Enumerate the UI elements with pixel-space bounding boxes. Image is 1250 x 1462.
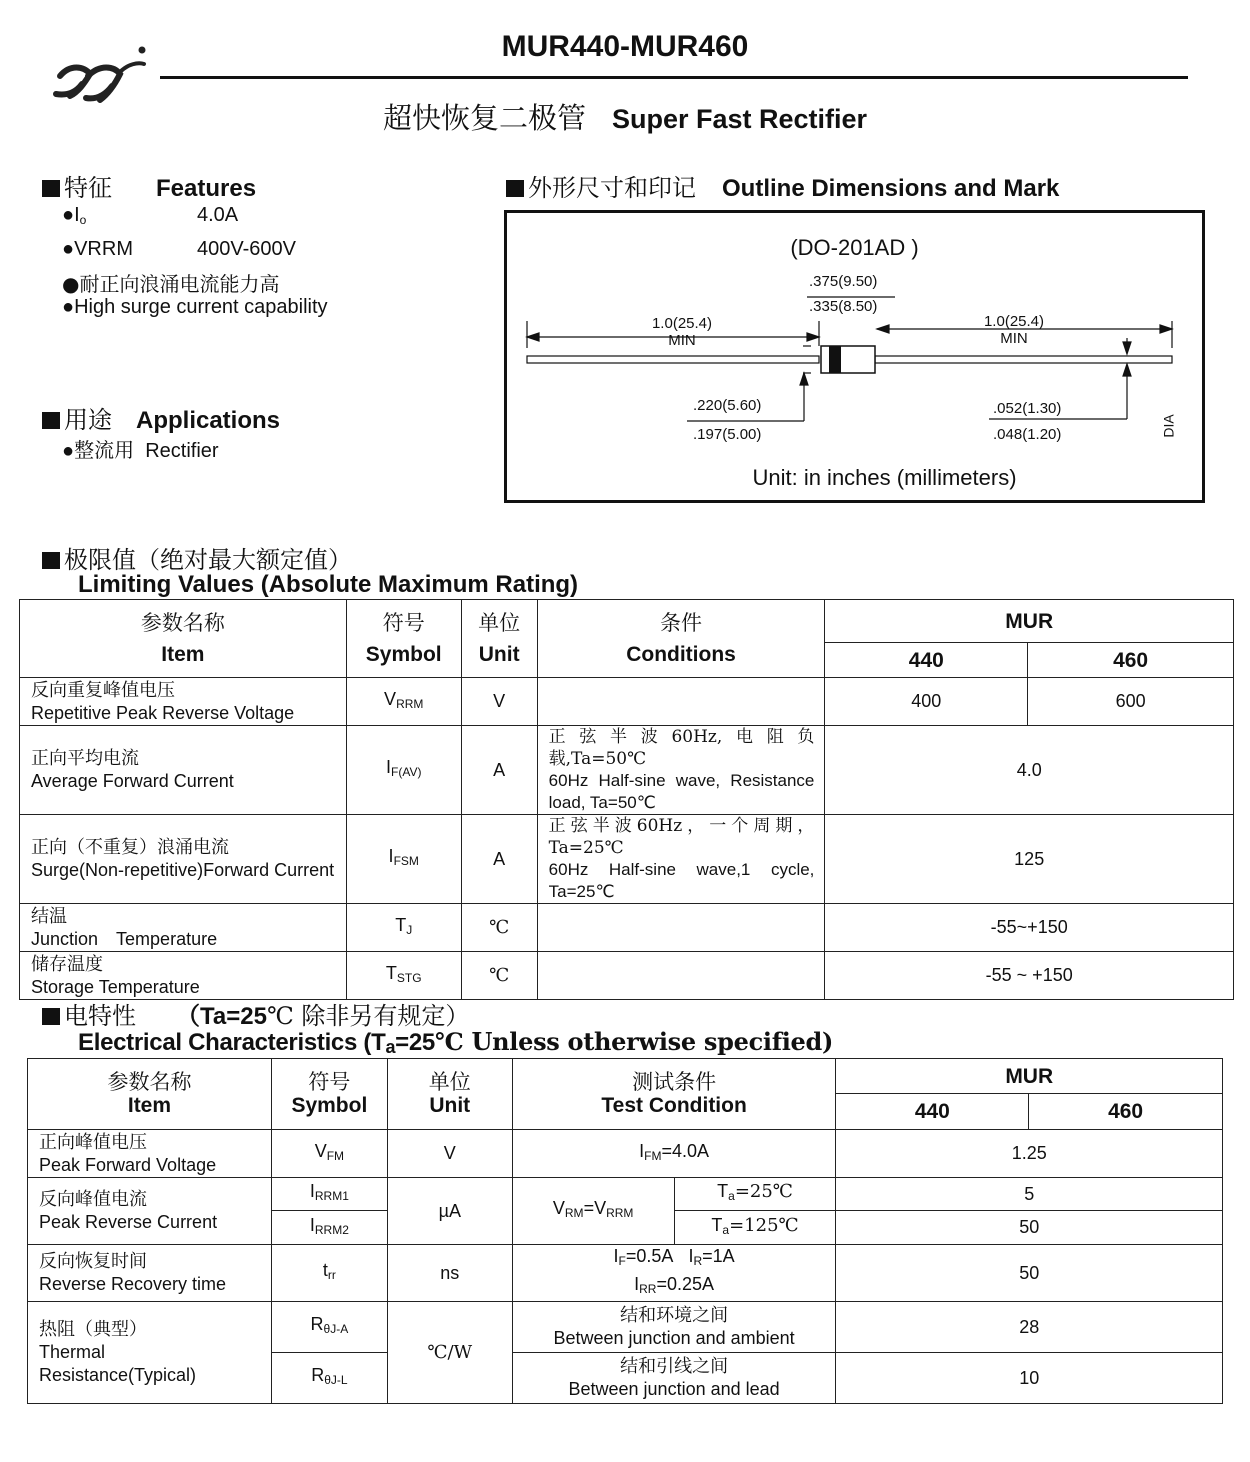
cond-v: V — [552, 1198, 565, 1218]
square-bullet-icon — [506, 180, 524, 197]
table-row — [20, 904, 1234, 952]
row-irrm-item — [28, 1178, 272, 1245]
hdr-item-cn: 参数名称 — [107, 1070, 192, 1094]
hdr-symbol-en: Symbol — [291, 1094, 368, 1117]
limits-table — [19, 599, 1234, 1000]
ta-a: T — [711, 1214, 723, 1235]
row-vfm-symbol — [271, 1130, 387, 1178]
dim-lead-dia-min: .048(1.20) — [993, 426, 1062, 443]
limits-heading-cn: 极限值（绝对最大额定值） — [64, 546, 352, 574]
item-en: Storage Temperature — [31, 976, 200, 997]
hdr-cond-cn: 条件 — [660, 610, 703, 635]
limits-header-440: 440 — [825, 643, 1028, 678]
row-ifav-unit: A — [461, 726, 537, 815]
hdr-unit-cn: 单位 — [478, 610, 521, 635]
item-cn: 反向峰值电流 — [39, 1189, 147, 1210]
item-cn: 反向恢复时间 — [39, 1251, 147, 1272]
dim-lead-right-min: MIN — [1000, 330, 1028, 347]
row-vfm-unit: V — [387, 1130, 512, 1178]
limits-heading-en: Limiting Values (Absolute Maximum Rating) — [78, 571, 579, 598]
row-trr-symbol — [271, 1245, 387, 1302]
hdr-item-cn: 参数名称 — [140, 610, 225, 635]
limits-heading — [42, 540, 352, 575]
cond-a: I — [639, 1140, 645, 1161]
cond-en: Between junction and ambient — [553, 1328, 795, 1348]
row-irrm1-value: 5 — [836, 1178, 1223, 1211]
limits-header-symbol — [346, 600, 461, 678]
row-vrrm-cond — [537, 678, 825, 726]
item-en: Peak Forward Voltage — [39, 1154, 217, 1175]
elec-heading-cn: 电特性 — [64, 1002, 136, 1030]
symbol-sub: θJ-L — [324, 1373, 348, 1387]
symbol: T — [395, 914, 407, 935]
row-ifsm-unit: A — [461, 815, 537, 904]
item-en: Surge(Non-repetitive)Forward Current — [31, 860, 335, 880]
table-row — [28, 1130, 1223, 1178]
ta-sub: a — [728, 1189, 735, 1203]
item-en: Junction Temperature — [31, 928, 218, 949]
feature-io: $●I_o$ 4.0A — [62, 204, 239, 227]
cond-irr-val: =0.25A — [656, 1274, 715, 1294]
cond-cn: 结和引线之间 — [620, 1356, 729, 1377]
item-en: Thermal Resistance(Typical) — [39, 1342, 197, 1385]
row-vrrm-symbol — [346, 678, 461, 726]
symbol: R — [311, 1365, 325, 1385]
ta-a: T — [717, 1181, 729, 1201]
feature-bullet-en-text: High surge current capability — [74, 296, 328, 318]
page-title: MUR440-MUR460 — [501, 30, 749, 63]
cond-irr: I — [634, 1274, 640, 1294]
table-row — [20, 815, 1234, 904]
dim-lead-right — [969, 313, 1059, 347]
outline-drawing-box — [504, 210, 1205, 503]
item-en: Peak Reverse Current — [39, 1212, 218, 1232]
elec-heading-cond-c: ℃ 除非另有规定） — [266, 1002, 470, 1030]
cathode-band — [829, 346, 841, 373]
item-en: Average Forward Current — [31, 771, 234, 791]
symbol-sub: F(AV) — [391, 765, 422, 779]
row-ifsm-cond — [537, 815, 825, 904]
feature-bullet-en: ●High surge current capability — [62, 296, 328, 318]
table-row — [20, 952, 1234, 1000]
row-trr-unit: ns — [387, 1245, 512, 1302]
feature-bullet-cn-text: 耐正向浪涌电流能力高 — [79, 272, 280, 296]
subtitle-cn: 超快恢复二极管 — [382, 101, 586, 135]
elec-header-460: 460 — [1029, 1094, 1223, 1130]
dim-body-length-min: .335(8.50) — [809, 298, 878, 315]
square-bullet-icon — [42, 180, 60, 197]
row-irrm2-value: 50 — [836, 1211, 1223, 1245]
cond-ir-val: =1A — [702, 1246, 735, 1266]
dim-lead-left-min: MIN — [668, 332, 696, 349]
symbol-sub: STG — [396, 970, 422, 985]
row-tstg-cond — [537, 952, 825, 1000]
cond-en: Between junction and lead — [568, 1379, 780, 1399]
symbol: I — [385, 757, 391, 777]
outline-heading — [506, 168, 1059, 203]
elec-heading-en-c: ℃ Unless otherwise specified) — [434, 1027, 834, 1056]
row-vfm-item — [28, 1130, 272, 1178]
symbol: V — [314, 1140, 327, 1161]
dim-body-length-max: .375(9.50) — [809, 273, 878, 290]
item-cn: 正向峰值电压 — [39, 1131, 147, 1153]
outline-heading-en: Outline Dimensions and Mark — [722, 175, 1060, 202]
symbol: I — [309, 1181, 315, 1201]
cond-v-sub: RM — [564, 1206, 584, 1220]
feature-bullet-cn: ●耐正向浪涌电流能力高 — [62, 272, 280, 296]
unit-note: Unit: in inches (millimeters) — [752, 465, 1017, 490]
row-rth2-cond — [512, 1353, 836, 1404]
application-item-cn: 整流用 — [74, 438, 135, 462]
applications-heading-en: Applications — [136, 407, 281, 434]
row-ifsm-item — [20, 815, 347, 904]
elec-heading-en-sub: a — [385, 1037, 396, 1057]
cond-ir: I — [688, 1246, 694, 1266]
table-row — [20, 678, 1234, 726]
ta-sub: a — [722, 1222, 730, 1237]
hdr-item-en: Item — [127, 1094, 172, 1117]
elec-header-item — [28, 1059, 272, 1130]
feature-io-value: 4.0A — [197, 204, 239, 226]
elec-heading-cond-b: （Ta=25 — [176, 1003, 267, 1030]
subtitle-en: Super Fast Rectifier — [611, 104, 868, 134]
elec-heading-en — [78, 1027, 833, 1058]
symbol-sub: FSM — [393, 854, 419, 868]
limits-header-unit — [461, 600, 537, 678]
row-vfm-cond — [512, 1130, 836, 1178]
title-rule — [160, 76, 1188, 79]
symbol: I — [309, 1214, 315, 1235]
cond-eq: =V — [583, 1198, 607, 1218]
elec-heading — [42, 996, 469, 1031]
elec-heading-en-a: Electrical Characteristics (T — [78, 1029, 386, 1056]
row-ifav-value: 4.0 — [825, 726, 1234, 815]
limits-header-mur: MUR — [825, 600, 1234, 643]
row-tstg-symbol — [346, 952, 461, 1000]
cond-v2-sub: RRM — [606, 1206, 634, 1220]
row-irrm1-ta — [674, 1178, 836, 1211]
dia-label: DIA — [1160, 414, 1177, 438]
item-cn: 结温 — [31, 905, 67, 927]
hdr-cond-cn: 测试条件 — [632, 1070, 717, 1094]
features-heading-en: Features — [156, 175, 257, 202]
dim-lead-left-value: 1.0(25.4) — [651, 315, 713, 332]
cond-if-sub: F — [618, 1254, 626, 1268]
row-rth-item — [28, 1302, 272, 1404]
row-ifsm-symbol — [346, 815, 461, 904]
hdr-item-en: Item — [161, 642, 205, 666]
table-row — [28, 1245, 1223, 1302]
elec-header-mur: MUR — [836, 1059, 1223, 1094]
row-ifav-symbol — [346, 726, 461, 815]
elec-header-unit — [387, 1059, 512, 1130]
limits-header-conditions — [537, 600, 825, 678]
row-vrrm-unit: V — [461, 678, 537, 726]
dim-lead-left — [637, 315, 727, 349]
elec-table — [27, 1058, 1223, 1404]
table-row — [28, 1178, 1223, 1211]
row-tj-cond — [537, 904, 825, 952]
row-irrm2-ta — [674, 1211, 836, 1245]
square-bullet-icon — [42, 552, 60, 569]
square-bullet-icon — [42, 412, 60, 429]
feature-vrrm-value: 400V-600V — [197, 238, 296, 260]
elec-header-440: 440 — [836, 1094, 1029, 1130]
symbol-sub: J — [406, 922, 413, 937]
cond-cn: 正弦半波60Hz,电阻负载,Ta=50℃ — [548, 727, 815, 769]
elec-header-condition — [512, 1059, 836, 1130]
hdr-unit-cn: 单位 — [428, 1070, 471, 1094]
row-tj-item — [20, 904, 347, 952]
row-tj-unit: ℃ — [461, 904, 537, 952]
application-item: ●整流用 Rectifier — [62, 438, 219, 462]
row-rth1-cond — [512, 1302, 836, 1353]
row-vrrm-440: 400 — [825, 678, 1028, 726]
row-tj-value: -55~+150 — [825, 904, 1234, 952]
row-vrrm-item — [20, 678, 347, 726]
symbol-sub: FM — [326, 1148, 345, 1163]
item-en: Repetitive Peak Reverse Voltage — [31, 702, 295, 723]
elec-header-row — [28, 1059, 1223, 1094]
symbol: T — [385, 962, 397, 983]
hdr-symbol-cn: 符号 — [382, 610, 425, 635]
item-cn: 反向重复峰值电压 — [31, 679, 175, 701]
hdr-symbol-cn: 符号 — [308, 1070, 351, 1094]
symbol-sub: rr — [327, 1268, 336, 1282]
symbol: I — [388, 846, 394, 866]
hdr-unit-en: Unit — [429, 1094, 471, 1117]
page-subtitle — [0, 96, 1250, 137]
row-tstg-value: -55 ~ +150 — [825, 952, 1234, 1000]
dim-body-dia-max: .220(5.60) — [693, 397, 762, 414]
table-row — [20, 726, 1234, 815]
row-rth2-value: 10 — [836, 1353, 1223, 1404]
item-cn: 正向（不重复）浪涌电流 — [31, 837, 229, 858]
row-trr-item — [28, 1245, 272, 1302]
row-tj-symbol — [346, 904, 461, 952]
feature-vrrm: ●VRRM 400V-600V — [62, 238, 296, 260]
symbol: t — [322, 1260, 328, 1280]
item-cn: 正向平均电流 — [31, 748, 139, 769]
hdr-symbol-en: Symbol — [365, 642, 442, 666]
features-heading — [42, 168, 256, 203]
row-trr-cond — [512, 1245, 836, 1302]
row-irrm-unit: µA — [387, 1178, 512, 1245]
feature-vrrm-label: VRRM — [74, 238, 133, 260]
row-irrm2-symbol — [271, 1211, 387, 1245]
row-ifsm-value: 125 — [825, 815, 1234, 904]
dim-body-dia-min: .197(5.00) — [693, 426, 762, 443]
square-bullet-icon — [42, 1008, 60, 1025]
cond-sub: FM — [644, 1148, 662, 1163]
row-ifav-item — [20, 726, 347, 815]
hdr-cond-en: Test Condition — [601, 1094, 747, 1117]
row-trr-value: 50 — [836, 1245, 1223, 1302]
applications-heading-cn: 用途 — [64, 406, 112, 434]
package-name: (DO-201AD ) — [790, 235, 919, 260]
cond-en: 60Hz Half-sine wave, Resistance load, Ta=50℃ — [548, 771, 815, 812]
feature-io-label: I — [74, 204, 80, 226]
row-vfm-value: 1.25 — [836, 1130, 1223, 1178]
row-tstg-unit: ℃ — [461, 952, 537, 1000]
row-vrrm-460: 600 — [1028, 678, 1234, 726]
symbol-sub: RRM1 — [314, 1189, 349, 1203]
ta-b: =125℃ — [729, 1214, 799, 1236]
cond-ir-sub: R — [693, 1254, 703, 1268]
row-rth2-symbol — [271, 1353, 387, 1404]
row-tstg-item — [20, 952, 347, 1000]
symbol: V — [384, 688, 397, 709]
cond-en: 60Hz Half-sine wave,1 cycle, Ta=25℃ — [548, 860, 815, 901]
item-cn: 储存温度 — [31, 953, 103, 975]
features-heading-cn: 特征 — [64, 174, 112, 202]
cond-cn: 结和环境之间 — [620, 1305, 729, 1326]
cond-irr-sub: RR — [639, 1282, 657, 1296]
outline-heading-cn: 外形尺寸和印记 — [528, 174, 696, 202]
limits-header-460: 460 — [1028, 643, 1234, 678]
elec-heading-en-b: =25 — [395, 1029, 435, 1056]
row-ifav-cond — [537, 726, 825, 815]
row-irrm1-symbol — [271, 1178, 387, 1211]
limits-header-row — [20, 600, 1234, 643]
item-cn: 热阻（典型） — [39, 1319, 147, 1340]
cond-if: I — [613, 1246, 619, 1266]
cond-if-val: =0.5A — [625, 1246, 674, 1266]
feature-io-sub: o — [79, 213, 87, 227]
row-rth-unit: ℃/W — [387, 1302, 512, 1404]
row-irrm-cond-v — [512, 1178, 674, 1245]
hdr-cond-en: Conditions — [626, 642, 736, 666]
limits-header-item — [20, 600, 347, 678]
application-item-en: Rectifier — [145, 440, 219, 462]
hdr-unit-en: Unit — [478, 642, 520, 666]
symbol-sub: RRM — [396, 696, 424, 711]
symbol: R — [310, 1314, 324, 1334]
row-rth1-symbol — [271, 1302, 387, 1353]
table-row — [28, 1302, 1223, 1353]
cond-b: =4.0A — [661, 1140, 710, 1161]
symbol-sub: RRM2 — [314, 1222, 349, 1237]
row-rth1-value: 28 — [836, 1302, 1223, 1353]
dim-lead-dia-max: .052(1.30) — [993, 400, 1062, 417]
elec-header-symbol — [271, 1059, 387, 1130]
applications-heading — [42, 400, 280, 435]
cond-cn: 正弦半波60Hz，一个周期，Ta=25℃ — [548, 816, 815, 858]
ta-b: =25℃ — [734, 1181, 793, 1202]
dim-lead-right-value: 1.0(25.4) — [983, 313, 1045, 330]
symbol-sub: θJ-A — [323, 1322, 349, 1336]
item-en: Reverse Recovery time — [39, 1274, 227, 1294]
